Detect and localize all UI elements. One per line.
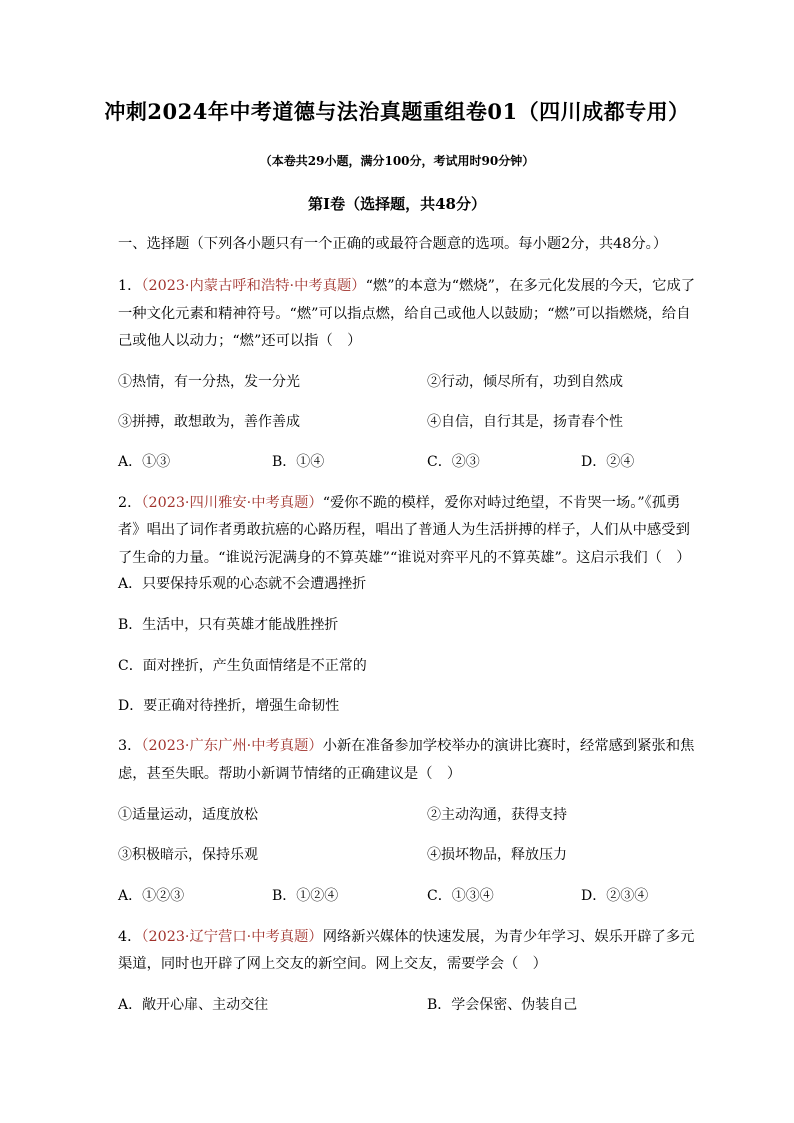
question-2-line-1: 2．（2023·四川雅安·中考真题）“爱你不跪的模样，爱你对峙过绝望，不肯哭一场。”《孤勇 <box>118 495 681 511</box>
choice-b: B．①④ <box>272 454 325 470</box>
question-number: 1． <box>118 278 142 294</box>
question-4-line-2: 渠道，同时也开辟了网上交友的新空间。网上交友，需要学会（ ） <box>118 956 547 972</box>
choice-a: A．敞开心扉、主动交往 <box>118 997 269 1013</box>
choice-d: D．②④ <box>581 454 635 470</box>
statement-3: ③积极暗示，保持乐观 <box>118 847 258 863</box>
question-source: （2023·广东广州·中考真题） <box>141 738 323 754</box>
question-1-line-2: 一种文化元素和精神符号。“燃”可以指点燃，给自己或他人以鼓励；“燃”可以指燃烧，给自 <box>118 306 691 322</box>
question-number: 4． <box>118 929 142 945</box>
statement-2: ②行动，倾尽所有，功到自然成 <box>427 374 623 390</box>
statement-2: ②主动沟通，获得支持 <box>427 807 567 823</box>
statement-1: ①适量运动，适度放松 <box>118 807 258 823</box>
statement-3: ③拼搏，敢想敢为，善作善成 <box>118 414 300 430</box>
choice-b: B．生活中，只有英雄才能战胜挫折 <box>118 617 339 633</box>
exam-info: （本卷共29小题，满分100分，考试用时90分钟） <box>259 154 535 168</box>
question-source: （2023·内蒙古呼和浩特·中考真题） <box>141 278 366 294</box>
choice-a: A．只要保持乐观的心态就不会遭遇挫折 <box>118 576 367 592</box>
choice-c: C．①③④ <box>427 888 494 904</box>
question-source: （2023·辽宁营口·中考真题） <box>141 929 323 945</box>
question-1-line-3: 己或他人以动力；“燃”还可以指（ ） <box>118 333 362 349</box>
instruction-text: 一、选择题（下列各小题只有一个正确的或最符合题意的选项。每小题2分，共48分。） <box>118 236 668 252</box>
choice-a: A．①③ <box>118 454 171 470</box>
choice-d: D．②③④ <box>581 888 649 904</box>
statement-4: ④自信，自行其是，扬青春个性 <box>427 414 623 430</box>
choice-b: B．学会保密、伪装自己 <box>427 997 578 1013</box>
choice-b: B．①②④ <box>272 888 339 904</box>
question-2-line-3: 了生命的力量。“谁说污泥满身的不算英雄”“谁说对弈平凡的不算英雄”。这启示我们（ ） <box>118 550 691 566</box>
question-number: 3． <box>118 738 142 754</box>
statement-4: ④损坏物品，释放压力 <box>427 847 567 863</box>
page-title: 冲刺2024年中考道德与法治真题重组卷01（四川成都专用） <box>104 99 690 124</box>
choice-c: C．面对挫折，产生负面情绪是不正常的 <box>118 658 367 674</box>
choice-d: D．要正确对待挫折，增强生命韧性 <box>118 698 340 714</box>
question-source: （2023·四川雅安·中考真题） <box>141 495 323 511</box>
statement-1: ①热情，有一分热，发一分光 <box>118 374 300 390</box>
section-title: 第I卷（选择题，共48分） <box>308 195 486 213</box>
question-1-line-1: 1．（2023·内蒙古呼和浩特·中考真题）“燃”的本意为“燃烧”，在多元化发展的今天，它成了 <box>118 278 696 294</box>
choice-c: C．②③ <box>427 454 480 470</box>
choice-a: A．①②③ <box>118 888 185 904</box>
question-number: 2． <box>118 495 142 511</box>
question-3-line-2: 虑，甚至失眠。帮助小新调节情绪的正确建议是（ ） <box>118 766 462 782</box>
question-2-line-2: 者》唱出了词作者勇敢抗癌的心路历程，唱出了普通人为生活拼搏的样子，人们从中感受到 <box>118 522 690 538</box>
question-3-line-1: 3．（2023·广东广州·中考真题）小新在准备参加学校举办的演讲比赛时，经常感到紧张和焦 <box>118 738 695 754</box>
question-4-line-1: 4．（2023·辽宁营口·中考真题）网络新兴媒体的快速发展，为青少年学习、娱乐开辟了多元 <box>118 929 695 945</box>
